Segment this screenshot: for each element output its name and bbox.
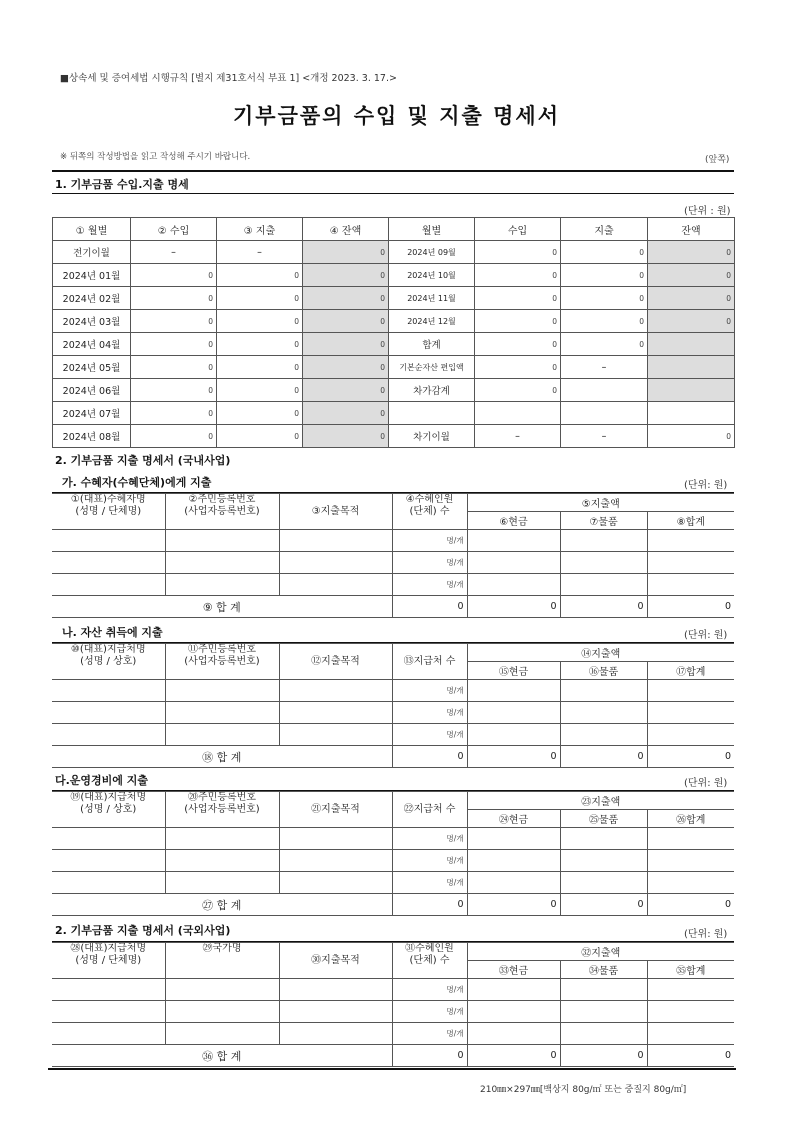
table-cell (165, 574, 279, 596)
col-purpose (279, 943, 392, 979)
total-label: ㉗ 합 계 (52, 894, 392, 916)
col-count-label: ㉛수혜인원 (405, 943, 454, 954)
table-row (53, 379, 735, 402)
table-cell (279, 979, 392, 1001)
front-side-label: (앞쪽) (705, 155, 730, 165)
expense-cell: – (561, 356, 648, 379)
table-row (52, 979, 734, 1001)
col-purpose-label: ㉚지출목적 (311, 954, 360, 966)
expense-cell: 0 (561, 264, 648, 287)
balance-cell (648, 402, 735, 425)
page-title: 기부금품의 수입 및 지출 명세서 (233, 104, 560, 128)
table-cell (165, 530, 279, 552)
col-name-sublabel: (성명 / 상호) (80, 656, 137, 667)
col-count (392, 494, 467, 530)
total-label: ⑨ 합 계 (52, 596, 392, 618)
section2c-title: 다.운영경비에 지출 (55, 774, 149, 787)
expense-cell: – (561, 425, 648, 448)
section1-title: 1. 기부금품 수입.지출 명세 (55, 178, 189, 191)
table-cell (279, 850, 392, 872)
month-cell: 2024년 08월 (53, 425, 131, 448)
count-unit-cell: 명/개 (392, 850, 467, 872)
col-registration (165, 792, 279, 828)
col-cash: ㉔현금 (467, 810, 560, 828)
total-value: 0 (560, 596, 647, 618)
table-row (53, 287, 735, 310)
expense-cell: 0 (561, 241, 648, 264)
table-cell (279, 574, 392, 596)
balance-cell: 0 (303, 333, 389, 356)
total-value: 0 (560, 1045, 647, 1067)
table-cell (165, 872, 279, 894)
total-value: 0 (647, 746, 734, 768)
table-row (52, 702, 734, 724)
table-cell (467, 872, 560, 894)
month-cell: 2024년 09월 (389, 241, 475, 264)
table-cell (560, 872, 647, 894)
table-cell (52, 850, 165, 872)
table-cell (165, 850, 279, 872)
income-cell: 0 (131, 356, 217, 379)
month-cell: 2024년 11월 (389, 287, 475, 310)
table-cell (647, 850, 734, 872)
paper-spec: 210㎜×297㎜[백상지 80g/㎡ 또는 중질지 80g/㎡] (480, 1085, 687, 1095)
balance-cell: 0 (303, 425, 389, 448)
table-cell (165, 979, 279, 1001)
col-cash: ⑥현금 (467, 512, 560, 530)
count-unit-cell: 명/개 (392, 552, 467, 574)
income-cell: 0 (475, 333, 561, 356)
table-cell (52, 724, 165, 746)
month-cell: 2024년 06월 (53, 379, 131, 402)
balance-cell: 0 (303, 264, 389, 287)
section2c-unit: (단위: 원) (684, 778, 728, 789)
col-income: ② 수입 (131, 218, 217, 241)
col-name (52, 792, 165, 828)
table-cell (560, 530, 647, 552)
balance-cell: 0 (648, 287, 735, 310)
asset-acquisition-table (52, 643, 734, 768)
table-cell (467, 850, 560, 872)
expense-cell: 0 (217, 356, 303, 379)
month-cell: 전기이월 (53, 241, 131, 264)
col-name-sublabel: (성명 / 단체명) (75, 955, 142, 966)
col-balance-2: 잔액 (648, 218, 735, 241)
month-cell: 2024년 07월 (53, 402, 131, 425)
col-name-sublabel: (성명 / 단체명) (75, 506, 142, 517)
balance-cell: 0 (303, 241, 389, 264)
table-cell (647, 552, 734, 574)
section3-title: 2. 기부금품 지출 명세서 (국외사업) (55, 924, 231, 937)
month-cell: 2024년 04월 (53, 333, 131, 356)
balance-cell: 0 (648, 264, 735, 287)
table-header-row (53, 218, 735, 241)
month-cell: 2024년 01월 (53, 264, 131, 287)
table-cell (467, 828, 560, 850)
col-balance: ④ 잔액 (303, 218, 389, 241)
table-cell (279, 1001, 392, 1023)
total-value: 0 (647, 894, 734, 916)
total-value: 0 (392, 894, 467, 916)
col-expense: ③ 지출 (217, 218, 303, 241)
section3-unit: (단위: 원) (684, 929, 728, 940)
col-month-2: 월별 (389, 218, 475, 241)
balance-cell: 0 (648, 310, 735, 333)
table-cell (52, 530, 165, 552)
table-cell (467, 1023, 560, 1045)
table-cell (165, 724, 279, 746)
col-sum: ㉖합계 (647, 810, 734, 828)
table-cell (52, 1001, 165, 1023)
col-registration (165, 943, 279, 979)
col-goods: ⑯물품 (560, 662, 647, 680)
table-cell (52, 979, 165, 1001)
count-unit-cell: 명/개 (392, 1001, 467, 1023)
balance-cell (648, 379, 735, 402)
month-cell: 2024년 10월 (389, 264, 475, 287)
total-value: 0 (467, 596, 560, 618)
balance-cell: 0 (303, 287, 389, 310)
col-registration-label: ②주민등록번호 (188, 494, 256, 505)
count-unit-cell: 명/개 (392, 574, 467, 596)
col-registration-sublabel: (사업자등록번호) (184, 656, 260, 667)
regulation-header: ■상속세 및 증여세법 시행규칙 [별지 제31호서식 부표 1] <개정 2023. 3. 17.> (60, 73, 397, 84)
total-value: 0 (647, 596, 734, 618)
col-count-label: ④수혜인원 (405, 494, 454, 505)
expense-cell: 0 (217, 333, 303, 356)
table-header-row (52, 644, 734, 662)
table-cell (647, 1001, 734, 1023)
table-cell (279, 530, 392, 552)
col-expense-2: 지출 (561, 218, 648, 241)
col-purpose (279, 792, 392, 828)
col-cash: ㉝현금 (467, 961, 560, 979)
table-cell (467, 979, 560, 1001)
instruction-note: ※ 뒤쪽의 작성방법을 읽고 작성해 주시기 바랍니다. (60, 152, 251, 162)
col-amount: ⑭지출액 (467, 644, 734, 662)
table-row (53, 356, 735, 379)
table-cell (560, 850, 647, 872)
income-cell: 0 (475, 356, 561, 379)
table-cell (560, 552, 647, 574)
income-cell: 0 (131, 402, 217, 425)
table-header-row (52, 792, 734, 810)
income-cell (475, 402, 561, 425)
income-cell: 0 (475, 241, 561, 264)
operating-expense-table (52, 791, 734, 916)
total-value: 0 (467, 894, 560, 916)
total-row (52, 1045, 734, 1067)
col-name (52, 644, 165, 680)
col-count (392, 792, 467, 828)
col-name-label: ①(대표)수혜자명 (70, 494, 146, 505)
table-cell (279, 828, 392, 850)
section2a-unit: (단위: 원) (684, 480, 728, 491)
table-cell (467, 552, 560, 574)
col-name-label: ㉘(대표)지급처명 (70, 943, 147, 954)
total-value: 0 (392, 1045, 467, 1067)
expense-cell: 0 (217, 310, 303, 333)
table-cell (279, 1023, 392, 1045)
month-cell: 차기이월 (389, 425, 475, 448)
total-row (52, 596, 734, 618)
section2a-title: 가. 수혜자(수혜단체)에게 지출 (62, 476, 212, 489)
balance-cell: 0 (648, 241, 735, 264)
col-registration-label: ⑳주민등록번호 (188, 792, 256, 803)
table-cell (165, 828, 279, 850)
expense-cell: – (217, 241, 303, 264)
month-cell: 2024년 03월 (53, 310, 131, 333)
col-count (392, 943, 467, 979)
expense-cell (561, 379, 648, 402)
table-row (53, 264, 735, 287)
table-row (52, 850, 734, 872)
table-cell (52, 1023, 165, 1045)
col-cash: ⑮현금 (467, 662, 560, 680)
count-unit-cell: 명/개 (392, 1023, 467, 1045)
total-value: 0 (560, 894, 647, 916)
income-cell: 0 (475, 287, 561, 310)
table-row (52, 1023, 734, 1045)
col-name-label: ⑩(대표)지급처명 (70, 644, 146, 655)
section2b-unit: (단위: 원) (684, 630, 728, 641)
balance-cell: 0 (303, 310, 389, 333)
table-row (52, 872, 734, 894)
count-unit-cell: 명/개 (392, 724, 467, 746)
table-cell (52, 702, 165, 724)
table-cell (560, 1023, 647, 1045)
table-row (53, 425, 735, 448)
income-cell: 0 (131, 379, 217, 402)
month-cell: 기본순자산 편입액 (389, 356, 475, 379)
col-goods: ⑦물품 (560, 512, 647, 530)
table-row (52, 680, 734, 702)
total-value: 0 (560, 746, 647, 768)
table-cell (560, 828, 647, 850)
income-cell: 0 (475, 310, 561, 333)
col-purpose (279, 644, 392, 680)
table-cell (647, 530, 734, 552)
expense-cell: 0 (217, 379, 303, 402)
table-cell (647, 1023, 734, 1045)
table-cell (52, 680, 165, 702)
table-row (53, 310, 735, 333)
table-cell (52, 574, 165, 596)
table-cell (647, 680, 734, 702)
month-cell: 2024년 02월 (53, 287, 131, 310)
col-name-label: ⑲(대표)지급처명 (70, 792, 147, 803)
table-cell (467, 1001, 560, 1023)
expense-cell: 0 (217, 287, 303, 310)
overseas-project-table (52, 942, 734, 1067)
table-cell (52, 872, 165, 894)
table-cell (647, 724, 734, 746)
table-cell (52, 828, 165, 850)
table-cell (279, 702, 392, 724)
income-cell: 0 (131, 425, 217, 448)
table-cell (279, 872, 392, 894)
domestic-beneficiary-table (52, 493, 734, 618)
col-amount: ㉜지출액 (467, 943, 734, 961)
col-count-sublabel: (단체) 수 (409, 506, 450, 517)
col-registration-label: ㉙국가명 (202, 943, 242, 954)
count-unit-cell: 명/개 (392, 979, 467, 1001)
table-cell (165, 680, 279, 702)
table-row (52, 530, 734, 552)
col-purpose-label: ㉑지출목적 (311, 803, 360, 815)
table-cell (165, 1001, 279, 1023)
count-unit-cell: 명/개 (392, 702, 467, 724)
table-row (53, 402, 735, 425)
divider (52, 170, 734, 172)
table-cell (165, 552, 279, 574)
section1-unit: (단위 : 원) (684, 206, 731, 217)
expense-cell: 0 (561, 310, 648, 333)
col-count-label: ⑬지급처 수 (403, 655, 456, 667)
table-cell (560, 702, 647, 724)
col-sum: ㉟합계 (647, 961, 734, 979)
count-unit-cell: 명/개 (392, 828, 467, 850)
month-cell (389, 402, 475, 425)
table-row (52, 574, 734, 596)
month-cell: 2024년 05월 (53, 356, 131, 379)
table-row (53, 333, 735, 356)
expense-cell: 0 (217, 264, 303, 287)
section2-title: 2. 기부금품 지출 명세서 (국내사업) (55, 454, 231, 467)
col-purpose (279, 494, 392, 530)
col-count (392, 644, 467, 680)
col-goods: ㉞물품 (560, 961, 647, 979)
divider (52, 193, 734, 194)
table-header-row (52, 494, 734, 512)
total-value: 0 (467, 746, 560, 768)
income-cell: 0 (131, 287, 217, 310)
expense-cell: 0 (561, 287, 648, 310)
balance-cell: 0 (648, 425, 735, 448)
col-name-sublabel: (성명 / 상호) (80, 804, 137, 815)
table-cell (165, 1023, 279, 1045)
col-registration-label: ⑪주민등록번호 (188, 644, 256, 655)
table-cell (647, 979, 734, 1001)
table-cell (467, 680, 560, 702)
total-row (52, 746, 734, 768)
table-cell (467, 702, 560, 724)
total-row (52, 894, 734, 916)
table-cell (52, 552, 165, 574)
col-name (52, 494, 165, 530)
col-registration (165, 644, 279, 680)
table-row (53, 241, 735, 264)
balance-cell (648, 333, 735, 356)
table-cell (560, 724, 647, 746)
table-cell (647, 702, 734, 724)
col-sum: ⑧합계 (647, 512, 734, 530)
table-cell (560, 979, 647, 1001)
month-cell: 합계 (389, 333, 475, 356)
income-cell: 0 (131, 264, 217, 287)
table-cell (467, 724, 560, 746)
month-cell: 차가감계 (389, 379, 475, 402)
table-cell (467, 574, 560, 596)
income-cell: – (475, 425, 561, 448)
month-cell: 2024년 12월 (389, 310, 475, 333)
table-cell (647, 828, 734, 850)
income-cell: – (131, 241, 217, 264)
expense-cell: 0 (217, 402, 303, 425)
col-purpose-label: ⑫지출목적 (311, 655, 360, 667)
count-unit-cell: 명/개 (392, 530, 467, 552)
income-cell: 0 (131, 310, 217, 333)
table-cell (279, 680, 392, 702)
count-unit-cell: 명/개 (392, 872, 467, 894)
col-amount: ⑤지출액 (467, 494, 734, 512)
income-cell: 0 (475, 379, 561, 402)
divider (48, 1068, 736, 1070)
col-registration-sublabel: (사업자등록번호) (184, 804, 260, 815)
table-row (52, 724, 734, 746)
col-sum: ⑰합계 (647, 662, 734, 680)
balance-cell: 0 (303, 379, 389, 402)
col-purpose-label: ③지출목적 (311, 505, 360, 517)
table-cell (647, 574, 734, 596)
balance-cell: 0 (303, 402, 389, 425)
count-unit-cell: 명/개 (392, 680, 467, 702)
expense-cell (561, 402, 648, 425)
col-registration (165, 494, 279, 530)
col-income-2: 수입 (475, 218, 561, 241)
total-value: 0 (647, 1045, 734, 1067)
expense-cell: 0 (561, 333, 648, 356)
col-name (52, 943, 165, 979)
table-cell (560, 574, 647, 596)
balance-cell: 0 (303, 356, 389, 379)
table-row (52, 1001, 734, 1023)
balance-cell (648, 356, 735, 379)
col-amount: ㉓지출액 (467, 792, 734, 810)
income-cell: 0 (131, 333, 217, 356)
col-count-sublabel: (단체) 수 (409, 955, 450, 966)
table-cell (560, 680, 647, 702)
table-row (52, 552, 734, 574)
col-registration-sublabel: (사업자등록번호) (184, 506, 260, 517)
table-row (52, 828, 734, 850)
total-label: ⑱ 합 계 (52, 746, 392, 768)
table-cell (560, 1001, 647, 1023)
total-value: 0 (392, 596, 467, 618)
col-count-label: ㉒지급처 수 (403, 803, 456, 815)
section2b-title: 나. 자산 취득에 지출 (62, 626, 163, 639)
income-expense-table (52, 217, 735, 448)
total-label: ㊱ 합 계 (52, 1045, 392, 1067)
total-value: 0 (467, 1045, 560, 1067)
col-goods: ㉕물품 (560, 810, 647, 828)
income-cell: 0 (475, 264, 561, 287)
table-cell (279, 724, 392, 746)
expense-cell: 0 (217, 425, 303, 448)
col-month: ① 월별 (53, 218, 131, 241)
table-cell (165, 702, 279, 724)
table-header-row (52, 943, 734, 961)
table-cell (647, 872, 734, 894)
table-cell (279, 552, 392, 574)
table-cell (467, 530, 560, 552)
total-value: 0 (392, 746, 467, 768)
